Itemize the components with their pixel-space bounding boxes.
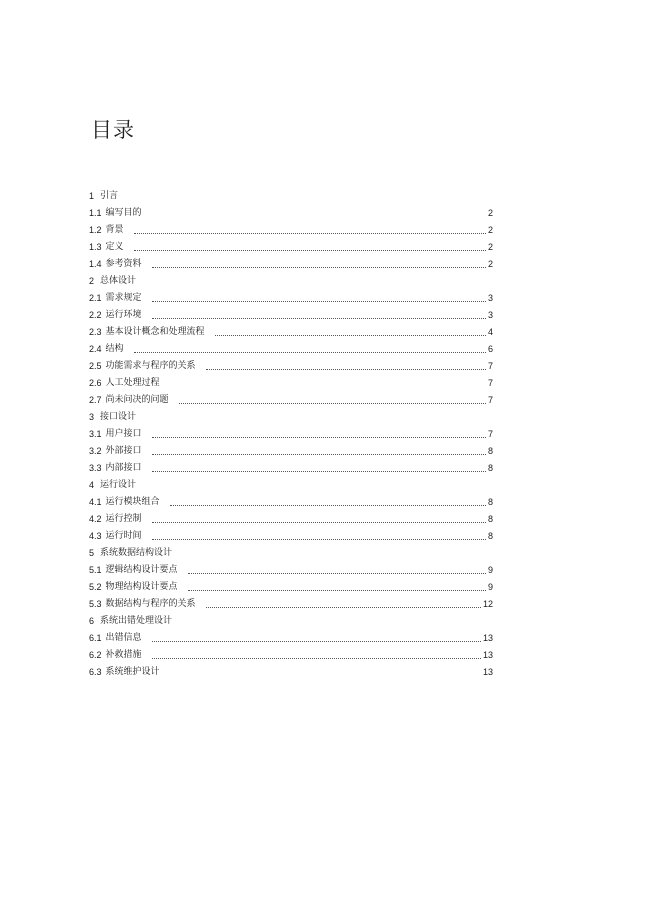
toc-entry-number: 2.6 bbox=[89, 378, 102, 388]
toc-section-entry[interactable] bbox=[89, 219, 493, 236]
toc-entry-title: 运行控制 bbox=[105, 514, 142, 524]
toc-page-number: 8 bbox=[487, 514, 493, 524]
toc-page-number: 7 bbox=[487, 395, 493, 405]
toc-entry-number: 5.2 bbox=[89, 582, 102, 592]
toc-chapter-entry[interactable] bbox=[89, 270, 493, 287]
toc-page-number: 3 bbox=[487, 293, 493, 303]
toc-page-number: 2 bbox=[487, 259, 493, 269]
toc-entry-number: 6.2 bbox=[89, 650, 102, 660]
toc-dot-leader bbox=[152, 291, 486, 302]
toc-section-entry[interactable] bbox=[89, 627, 493, 644]
toc-dot-leader bbox=[152, 529, 486, 540]
toc-entry-title: 引言 bbox=[100, 191, 119, 201]
toc-entry-title: 人工处理过程 bbox=[105, 378, 160, 388]
toc-page-number: 4 bbox=[487, 327, 493, 337]
toc-entry-number: 6 bbox=[89, 616, 95, 626]
toc-entry-title: 尚未问决的问题 bbox=[105, 395, 169, 405]
toc-chapter-entry[interactable] bbox=[89, 542, 493, 559]
toc-entry-number: 1.2 bbox=[89, 225, 102, 235]
toc-section-entry[interactable] bbox=[89, 287, 493, 304]
toc-section-entry[interactable] bbox=[89, 525, 493, 542]
toc-entry-number: 3.1 bbox=[89, 429, 102, 439]
toc-entry-title: 出错信息 bbox=[105, 633, 142, 643]
toc-dot-leader bbox=[134, 342, 486, 353]
toc-section-entry[interactable] bbox=[89, 644, 493, 661]
toc-entry-number: 5.1 bbox=[89, 565, 102, 575]
toc-entry-title: 基本设计概念和处理流程 bbox=[105, 327, 205, 337]
toc-dot-leader bbox=[134, 223, 486, 234]
toc-entry-number: 3.3 bbox=[89, 463, 102, 473]
page-title: 目录 bbox=[91, 118, 135, 142]
toc-section-entry[interactable] bbox=[89, 559, 493, 576]
toc-dot-leader bbox=[188, 580, 486, 591]
toc-page-number: 8 bbox=[487, 531, 493, 541]
toc-dot-leader bbox=[152, 444, 486, 455]
toc-entry-title: 补救措施 bbox=[105, 650, 142, 660]
table-of-contents bbox=[89, 185, 493, 678]
toc-entry-number: 4.3 bbox=[89, 531, 102, 541]
toc-entry-number: 2.7 bbox=[89, 395, 102, 405]
toc-page-number: 12 bbox=[482, 599, 493, 609]
toc-section-entry[interactable] bbox=[89, 338, 493, 355]
toc-page-number: 9 bbox=[487, 582, 493, 592]
toc-chapter-entry[interactable] bbox=[89, 610, 493, 627]
toc-entry-title: 定义 bbox=[105, 242, 124, 252]
toc-section-entry[interactable] bbox=[89, 372, 493, 389]
toc-dot-leader bbox=[188, 563, 486, 574]
toc-page-number: 9 bbox=[487, 565, 493, 575]
toc-entry-title: 外部接口 bbox=[105, 446, 142, 456]
toc-page-number: 13 bbox=[482, 667, 493, 677]
toc-entry-title: 系统数据结构设计 bbox=[100, 548, 173, 558]
toc-entry-number: 2.1 bbox=[89, 293, 102, 303]
toc-entry-number: 2.5 bbox=[89, 361, 102, 371]
toc-entry-number: 1.4 bbox=[89, 259, 102, 269]
toc-page-number: 8 bbox=[487, 463, 493, 473]
toc-page-number: 2 bbox=[487, 208, 493, 218]
toc-dot-leader bbox=[215, 325, 486, 336]
toc-page-number: 7 bbox=[487, 361, 493, 371]
toc-dot-leader bbox=[152, 257, 486, 268]
toc-dot-leader bbox=[170, 495, 486, 506]
toc-entry-title: 功能需求与程序的关系 bbox=[105, 361, 196, 371]
toc-dot-leader bbox=[179, 393, 486, 404]
toc-entry-number: 5 bbox=[89, 548, 95, 558]
toc-page-number: 7 bbox=[487, 429, 493, 439]
toc-section-entry[interactable] bbox=[89, 355, 493, 372]
toc-entry-title: 运行模块组合 bbox=[105, 497, 160, 507]
toc-entry-title: 总体设计 bbox=[100, 276, 137, 286]
toc-dot-leader bbox=[152, 461, 486, 472]
toc-page-number: 8 bbox=[487, 497, 493, 507]
toc-entry-number: 2.2 bbox=[89, 310, 102, 320]
toc-entry-title: 背景 bbox=[105, 225, 124, 235]
toc-page-number: 13 bbox=[482, 650, 493, 660]
toc-page-number: 13 bbox=[482, 633, 493, 643]
toc-entry-title: 运行时间 bbox=[105, 531, 142, 541]
toc-page-number: 6 bbox=[487, 344, 493, 354]
toc-entry-number: 6.1 bbox=[89, 633, 102, 643]
toc-entry-title: 结构 bbox=[105, 344, 124, 354]
toc-dot-leader bbox=[152, 631, 481, 642]
toc-entry-title: 运行设计 bbox=[100, 480, 137, 490]
toc-entry-title: 运行环境 bbox=[105, 310, 142, 320]
toc-section-entry[interactable] bbox=[89, 576, 493, 593]
toc-section-entry[interactable] bbox=[89, 508, 493, 525]
toc-entry-number: 1.3 bbox=[89, 242, 102, 252]
toc-entry-title: 系统维护设计 bbox=[105, 667, 160, 677]
toc-entry-title: 逻辑结构设计要点 bbox=[105, 565, 178, 575]
toc-entry-title: 用户接口 bbox=[105, 429, 142, 439]
toc-section-entry[interactable] bbox=[89, 440, 493, 457]
toc-entry-title: 参考资料 bbox=[105, 259, 142, 269]
toc-dot-leader bbox=[206, 359, 486, 370]
toc-entry-number: 6.3 bbox=[89, 667, 102, 677]
toc-page-number: 2 bbox=[487, 242, 493, 252]
toc-chapter-entry[interactable] bbox=[89, 185, 493, 202]
toc-entry-number: 4.1 bbox=[89, 497, 102, 507]
toc-entry-title: 系统出错处理设计 bbox=[100, 616, 173, 626]
toc-dot-leader bbox=[134, 240, 486, 251]
toc-section-entry[interactable] bbox=[89, 457, 493, 474]
toc-dot-leader bbox=[206, 597, 481, 608]
toc-entry-title: 编写目的 bbox=[105, 208, 142, 218]
toc-entry-number: 3.2 bbox=[89, 446, 102, 456]
toc-section-entry[interactable] bbox=[89, 593, 493, 610]
toc-section-entry[interactable] bbox=[89, 491, 493, 508]
toc-dot-leader bbox=[152, 512, 486, 523]
toc-entry-number: 1.1 bbox=[89, 208, 102, 218]
toc-section-entry[interactable] bbox=[89, 202, 493, 219]
toc-entry-number: 2.3 bbox=[89, 327, 102, 337]
toc-dot-leader bbox=[152, 308, 486, 319]
toc-entry-title: 内部接口 bbox=[105, 463, 142, 473]
toc-entry-number: 1 bbox=[89, 191, 95, 201]
toc-entry-title: 需求规定 bbox=[105, 293, 142, 303]
toc-section-entry[interactable] bbox=[89, 423, 493, 440]
toc-chapter-entry[interactable] bbox=[89, 406, 493, 423]
toc-dot-leader bbox=[152, 648, 481, 659]
toc-entry-number: 5.3 bbox=[89, 599, 102, 609]
toc-page-number: 2 bbox=[487, 225, 493, 235]
toc-entry-number: 4.2 bbox=[89, 514, 102, 524]
toc-page-number: 3 bbox=[487, 310, 493, 320]
toc-entry-number: 4 bbox=[89, 480, 95, 490]
toc-entry-title: 数据结构与程序的关系 bbox=[105, 599, 196, 609]
toc-dot-leader bbox=[152, 427, 486, 438]
toc-section-entry[interactable] bbox=[89, 389, 493, 406]
toc-page-number: 8 bbox=[487, 446, 493, 456]
toc-entry-number: 2.4 bbox=[89, 344, 102, 354]
toc-page-number: 7 bbox=[487, 378, 493, 388]
toc-section-entry[interactable] bbox=[89, 304, 493, 321]
toc-section-entry[interactable] bbox=[89, 661, 493, 678]
toc-entry-number: 2 bbox=[89, 276, 95, 286]
toc-section-entry[interactable] bbox=[89, 321, 493, 338]
toc-entry-number: 3 bbox=[89, 412, 95, 422]
toc-entry-title: 物理结构设计要点 bbox=[105, 582, 178, 592]
toc-chapter-entry[interactable] bbox=[89, 474, 493, 491]
toc-entry-title: 接口设计 bbox=[100, 412, 137, 422]
toc-section-entry[interactable] bbox=[89, 236, 493, 253]
toc-section-entry[interactable] bbox=[89, 253, 493, 270]
